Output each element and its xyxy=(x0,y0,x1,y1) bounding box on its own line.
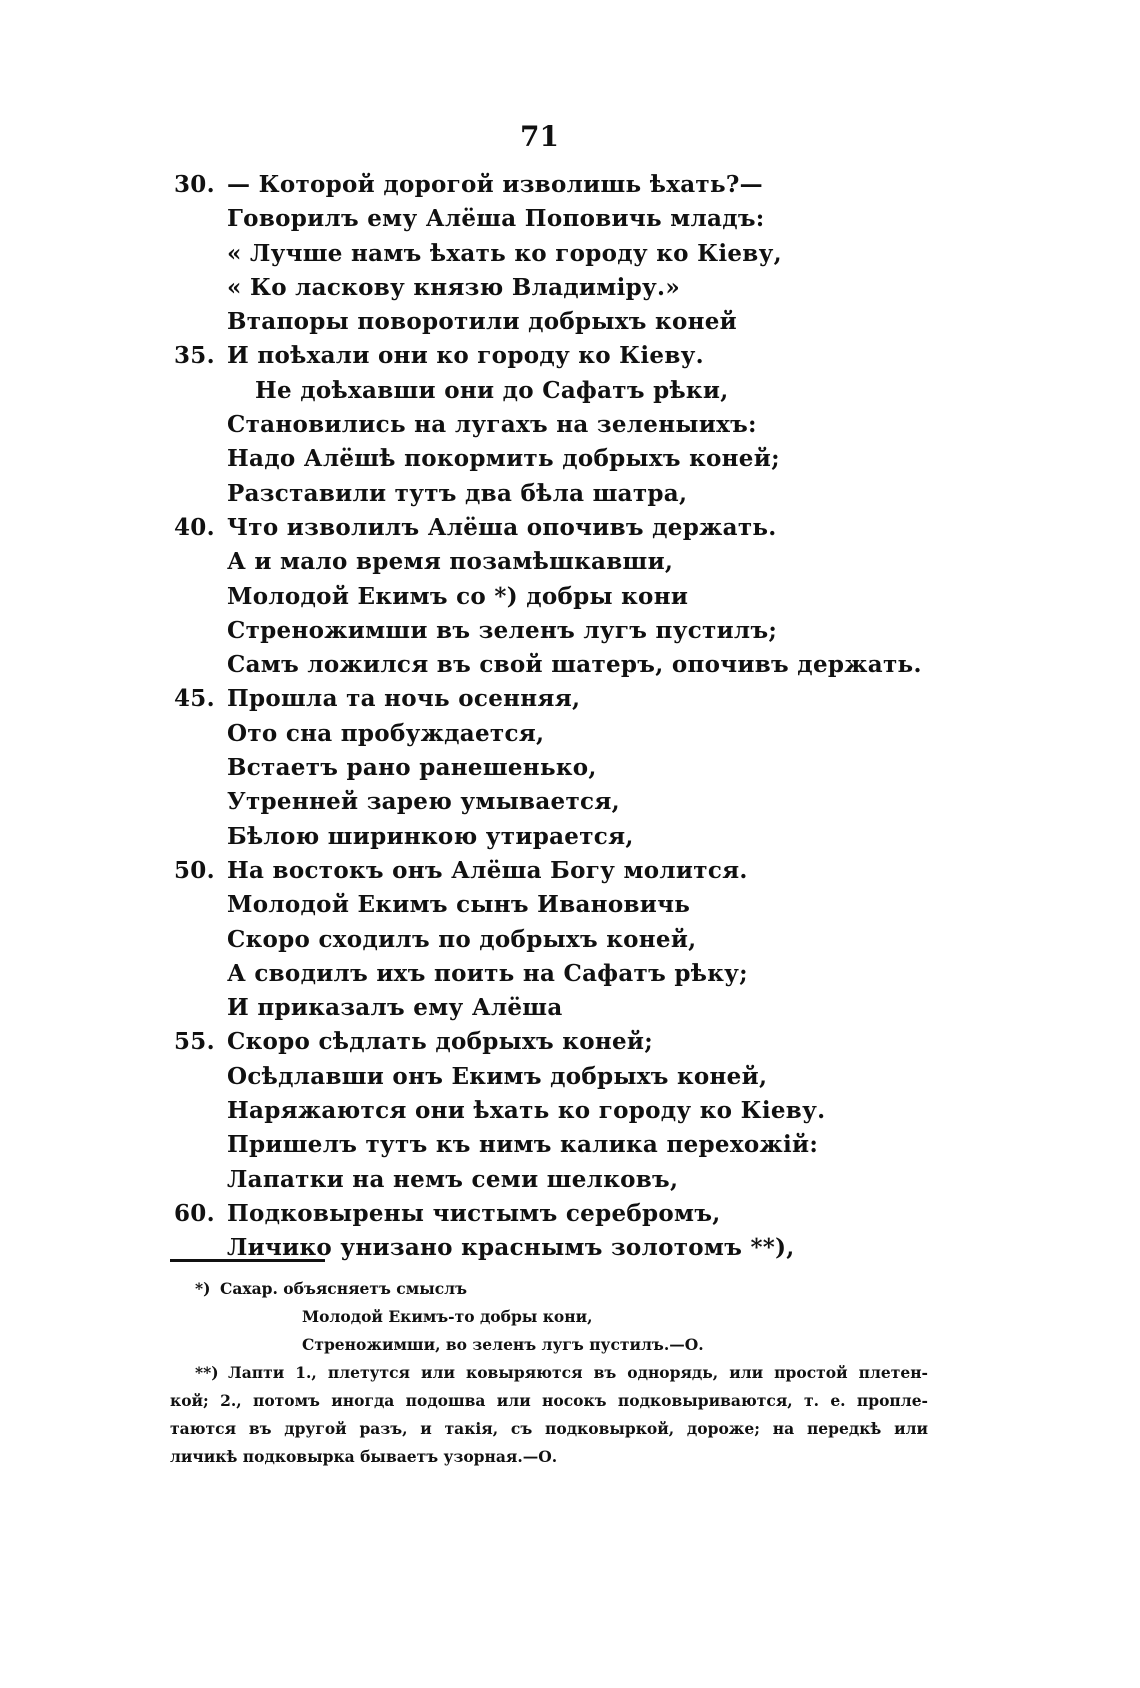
line-text: И поѣхали они ко городу ко Кіеву. xyxy=(227,342,704,370)
poem-line xyxy=(0,305,1140,339)
poem-line xyxy=(0,580,1140,614)
footnote-2-marker: **) xyxy=(195,1363,219,1382)
footnote-2-line-2 xyxy=(0,1387,1140,1415)
poem-line xyxy=(0,1094,1140,1128)
poem-line xyxy=(0,717,1140,751)
poem-line xyxy=(0,820,1140,854)
line-text: Скоро сѣдлать добрыхъ коней; xyxy=(227,1028,654,1056)
line-text: Пришелъ тутъ къ нимъ калика перехожій: xyxy=(227,1131,819,1159)
line-text: Стреножимши въ зеленъ лугъ пустилъ; xyxy=(227,616,778,644)
poem-line xyxy=(0,785,1140,819)
poem-line xyxy=(0,442,1140,476)
poem-line xyxy=(0,1163,1140,1197)
line-text: Личико унизано краснымъ золотомъ **), xyxy=(227,1234,795,1262)
line-text: Втапоры поворотили добрыхъ коней xyxy=(227,308,738,336)
footnote-2-line-4 xyxy=(0,1443,1140,1471)
line-text: Лапатки на немъ семи шелковъ, xyxy=(227,1165,679,1193)
poem-line xyxy=(0,991,1140,1025)
line-text: Наряжаются они ѣхать ко городу ко Кіеву. xyxy=(227,1097,826,1125)
poem-line xyxy=(0,751,1140,785)
line-text: А и мало время позамѣшкавши, xyxy=(227,548,674,576)
poem-line xyxy=(0,511,1140,545)
line-text: Не доѣхавши они до Сафатъ рѣки, xyxy=(255,376,729,404)
line-number: 30. xyxy=(174,171,215,198)
line-text: Осѣдлавши онъ Екимъ добрыхъ коней, xyxy=(227,1062,768,1090)
line-text: Ото сна пробуждается, xyxy=(227,719,545,747)
poem-line xyxy=(0,682,1140,716)
poem-line xyxy=(0,271,1140,305)
line-text: Скоро сходилъ по добрыхъ коней, xyxy=(227,925,697,953)
poem-line xyxy=(0,957,1140,991)
poem-line xyxy=(0,923,1140,957)
poem-line xyxy=(0,1025,1140,1059)
poem-line xyxy=(0,477,1140,511)
footnote-2-text-1: Лапти 1., плетутся или ковыряются въ однорядь, или простой плетен- xyxy=(228,1363,928,1382)
footnote-2-line-1 xyxy=(0,1359,1140,1387)
footnote-1-line-3 xyxy=(0,1331,1140,1359)
line-text: Утренней зарею умывается, xyxy=(227,788,620,816)
line-number: 35. xyxy=(174,342,215,370)
poem-line xyxy=(0,888,1140,922)
poem-line xyxy=(0,854,1140,888)
footnote-2-text-3: таются въ другой разъ, и такія, съ подковыркой, дороже; на передкѣ или xyxy=(170,1419,928,1438)
line-text: Надо Алёшѣ покормить добрыхъ коней; xyxy=(227,445,780,473)
poem-line xyxy=(0,1060,1140,1094)
line-number: 45. xyxy=(174,685,215,713)
footnote-1-quote-2: Стреножимши, во зеленъ лугъ пустилъ.—О. xyxy=(302,1335,704,1354)
poem-text xyxy=(0,168,1140,1266)
footnote-divider xyxy=(170,1259,325,1262)
line-text: Молодой Екимъ со *) добры кони xyxy=(227,582,689,610)
line-text: — Которой дорогой изволишь ѣхать?— xyxy=(227,171,763,198)
poem-line xyxy=(0,339,1140,373)
footnote-1-line-2 xyxy=(0,1303,1140,1331)
page-number: 71 xyxy=(520,120,559,153)
line-text: Прошла та ночь осенняя, xyxy=(227,685,581,713)
line-text: А сводилъ ихъ поить на Сафатъ рѣку; xyxy=(227,959,748,987)
footnotes xyxy=(0,1275,1140,1471)
poem-line xyxy=(0,237,1140,271)
line-text: Становились на лугахъ на зеленыихъ: xyxy=(227,411,757,439)
footnote-1-marker: *) xyxy=(195,1279,211,1298)
line-text: Молодой Екимъ сынъ Ивановичь xyxy=(227,891,691,919)
poem-line xyxy=(0,648,1140,682)
footnote-1-text: Сахар. объясняетъ смыслъ xyxy=(220,1279,467,1298)
line-text: Что изволилъ Алёша опочивъ держать. xyxy=(227,513,777,541)
line-text: И приказалъ ему Алёша xyxy=(227,994,563,1022)
line-text: Подковырены чистымъ серебромъ, xyxy=(227,1199,721,1227)
footnote-2-text-4: личикѣ подковырка бываетъ узорная.—О. xyxy=(170,1447,558,1466)
footnote-2-text-2: кой; 2., потомъ иногда подошва или носокъ подковыриваются, т. е. проплe- xyxy=(170,1391,928,1410)
poem-line xyxy=(0,202,1140,236)
poem-line xyxy=(0,374,1140,408)
line-text: « Лучше намъ ѣхать ко городу ко Кіеву, xyxy=(227,239,782,267)
line-text: Самъ ложился въ свой шатеръ, опочивъ держать. xyxy=(227,651,922,679)
line-text: « Ко ласкову князю Владиміру.» xyxy=(227,273,680,301)
poem-line xyxy=(0,614,1140,648)
line-text: Встаетъ рано ранешенько, xyxy=(227,754,597,782)
poem-line xyxy=(0,168,1140,202)
footnote-2-line-3 xyxy=(0,1415,1140,1443)
line-number: 55. xyxy=(174,1028,215,1056)
line-number: 60. xyxy=(174,1199,215,1227)
line-number: 40. xyxy=(174,513,215,541)
line-number: 50. xyxy=(174,856,215,884)
footnote-1-quote-1: Молодой Екимъ-то добры кони, xyxy=(302,1307,593,1326)
line-text: Говорилъ ему Алёша Поповичь младъ: xyxy=(227,205,765,233)
poem-line xyxy=(0,1128,1140,1162)
footnote-1-line-1 xyxy=(0,1275,1140,1303)
line-text: На востокъ онъ Алёша Богу молится. xyxy=(227,856,748,884)
line-text: Разставили тутъ два бѣла шатра, xyxy=(227,479,688,507)
poem-line xyxy=(0,545,1140,579)
poem-line xyxy=(0,1197,1140,1231)
poem-line xyxy=(0,408,1140,442)
line-text: Бѣлою ширинкою утирается, xyxy=(227,822,634,850)
